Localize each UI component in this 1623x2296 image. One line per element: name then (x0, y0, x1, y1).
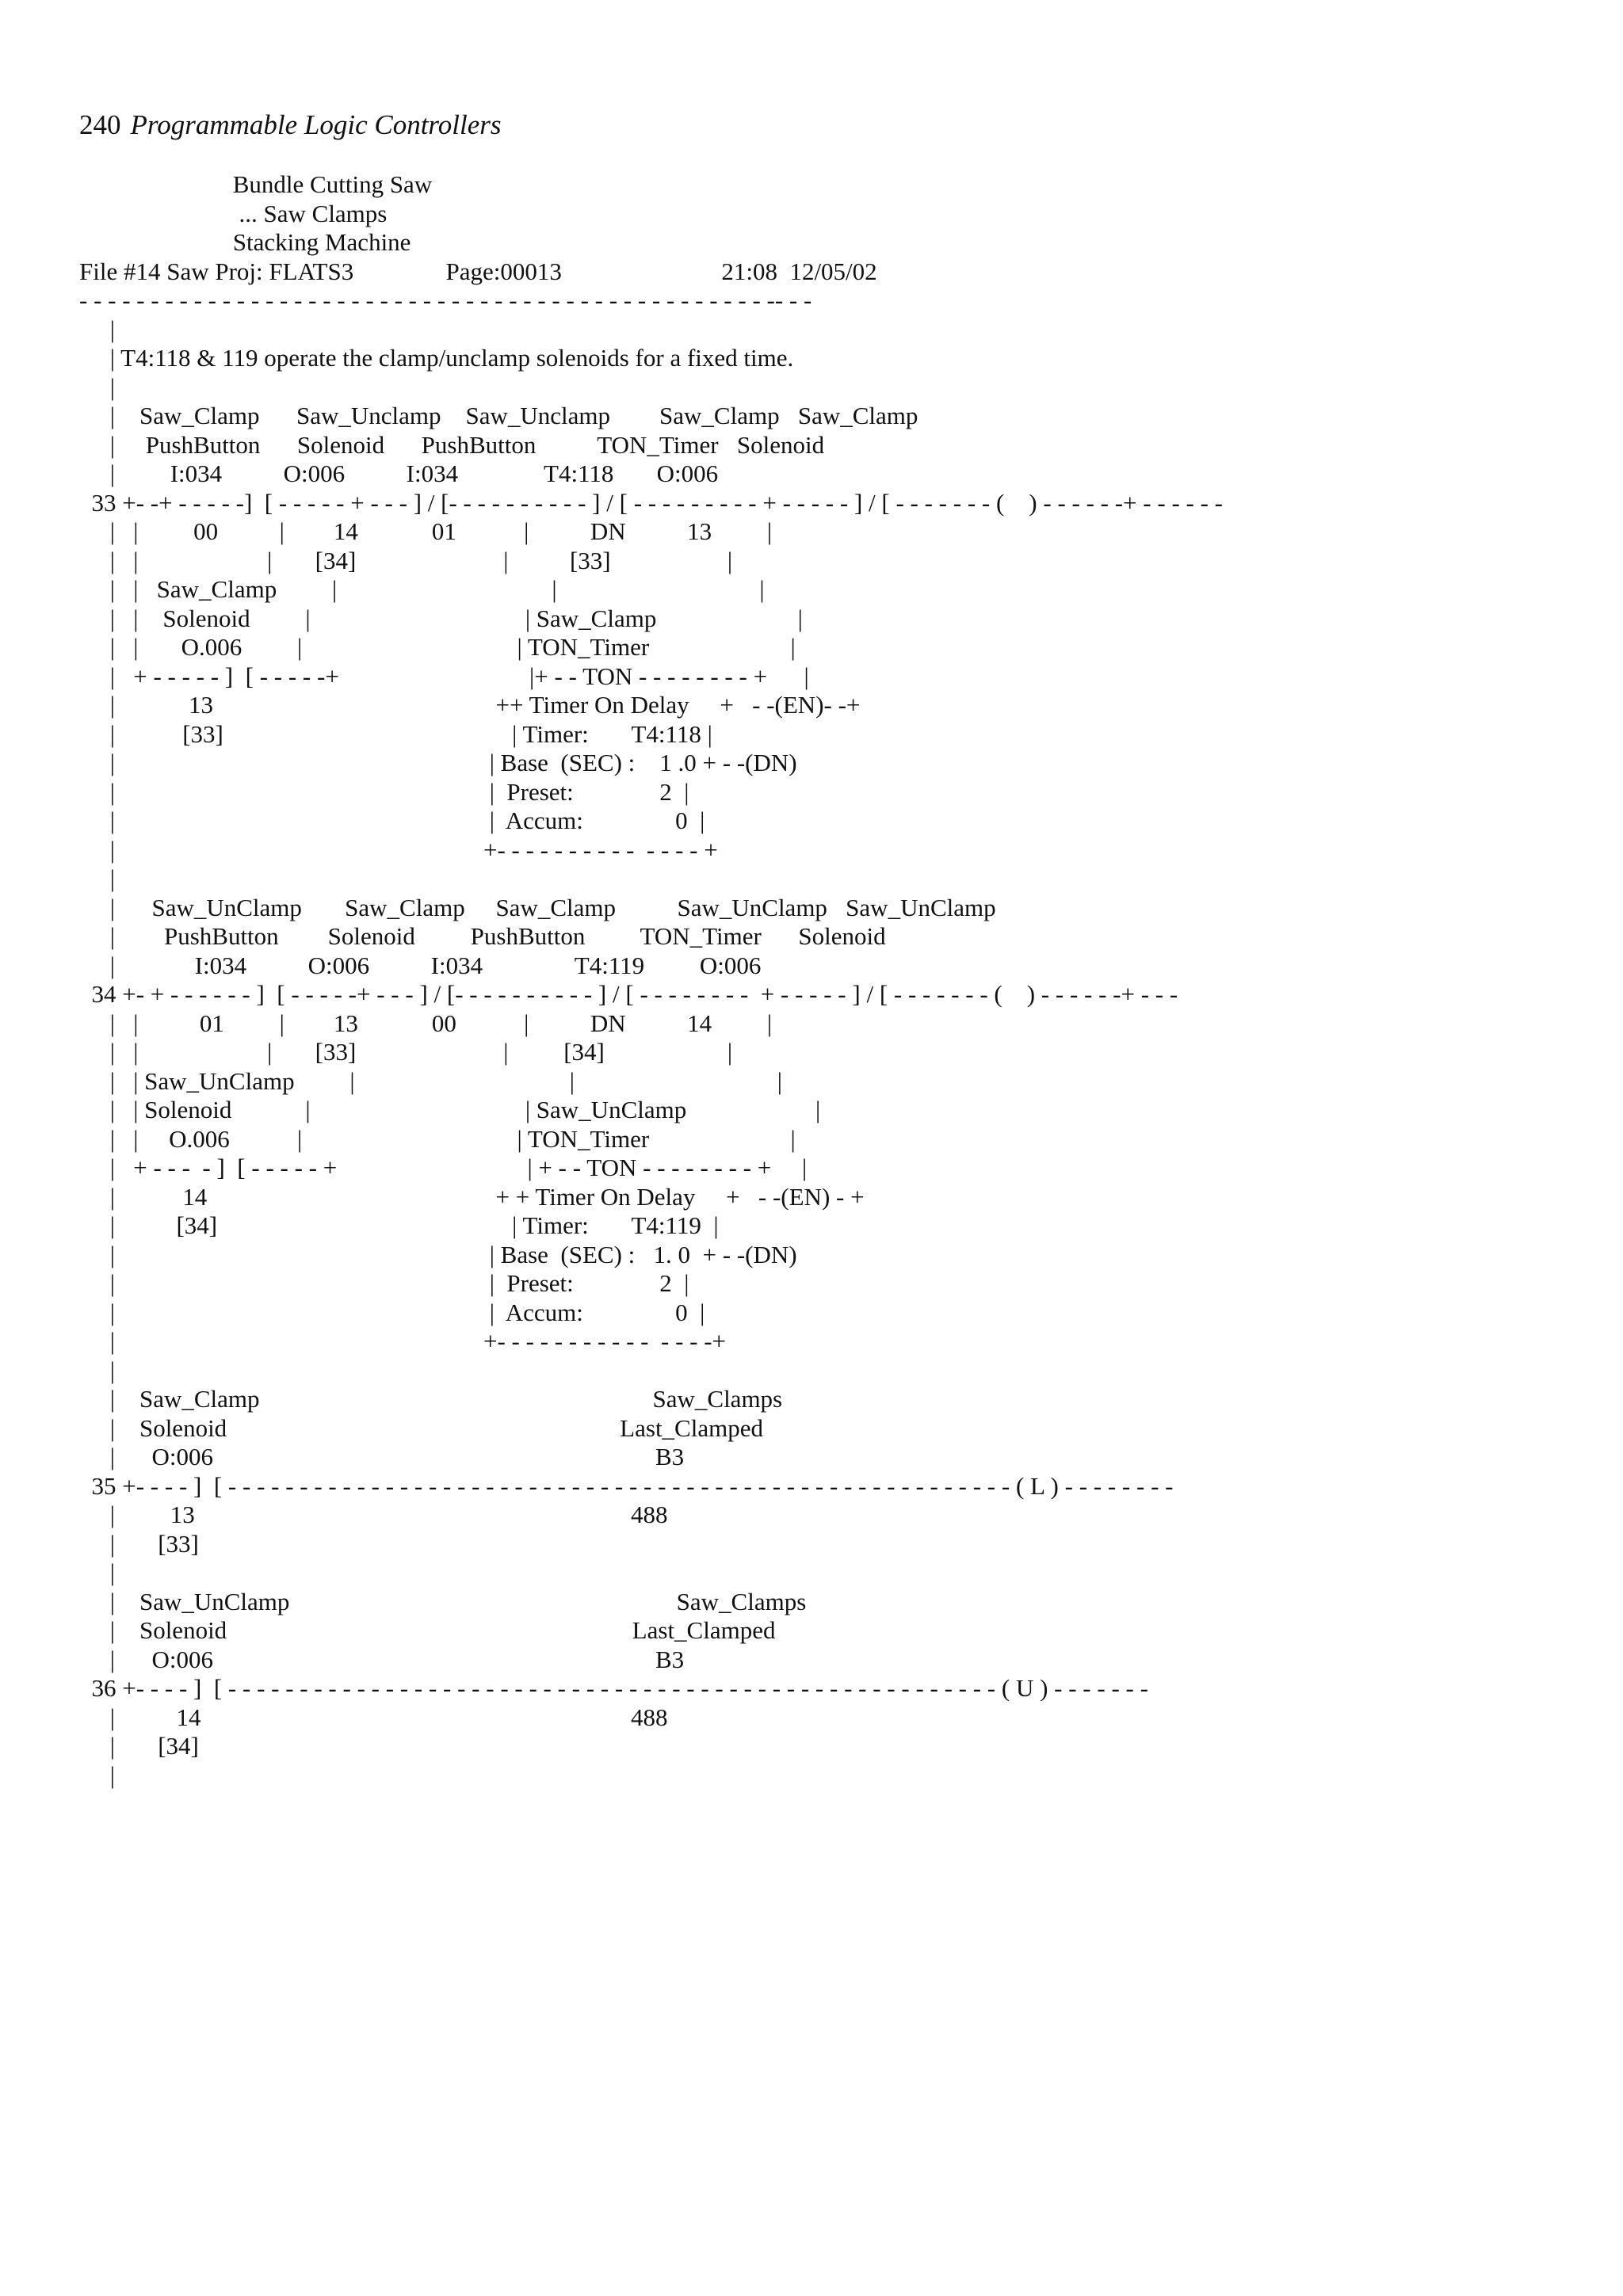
listing-line: | | Accum: 0 | (79, 807, 705, 834)
listing-line: | [34] | Timer: T4:119 | (79, 1211, 719, 1239)
listing-line: | [34] (79, 1732, 199, 1760)
page-header (79, 109, 501, 141)
listing-line: ... Saw Clamps (79, 199, 388, 227)
listing-line: | 13 488 (79, 1501, 668, 1528)
listing-line: | Solenoid Last_Clamped (79, 1616, 776, 1644)
listing-line: | O:006 B3 (79, 1443, 685, 1470)
listing-line: | | Saw_Clamp | | | (79, 575, 765, 603)
listing-line: | | Accum: 0 | (79, 1298, 705, 1326)
listing-line: | +- - - - - - - - - - - - - - + (79, 835, 718, 864)
listing-line: | Saw_UnClamp Saw_Clamps (79, 1587, 807, 1615)
listing-line: Stacking Machine (79, 228, 411, 256)
listing-line: | | 01 | 13 00 | DN 14 | (79, 1009, 773, 1037)
listing-line: Bundle Cutting Saw (79, 170, 433, 198)
listing-line: | 14 488 (79, 1703, 668, 1731)
listing-line: | | 00 | 14 01 | DN 13 | (79, 517, 773, 545)
listing-line: | | Solenoid | | Saw_UnClamp | (79, 1096, 821, 1123)
listing-line: | | Preset: 2 | (79, 777, 689, 806)
ladder-logic-listing (79, 170, 1223, 1790)
listing-line: | T4:118 & 119 operate the clamp/unclamp solenoids for a fixed time. (79, 344, 794, 372)
listing-line: | | Solenoid | | Saw_Clamp | (79, 604, 803, 632)
listing-line: | Solenoid Last_Clamped (79, 1413, 763, 1442)
listing-line: | 13 ++ Timer On Delay + - -(EN)- -+ (79, 691, 861, 719)
listing-line: | Saw_UnClamp Saw_Clamp Saw_Clamp Saw_UnClamp Saw_UnClamp (79, 893, 996, 921)
listing-line: 36 +- - - - ] [ - - - - - - - - - - - - - - - - - - - - - - - - - - - - - - - - - - - - - - - - - - - - - - - - - - - - - - ( U ) - - - - - - - (79, 1674, 1148, 1702)
listing-line: | [33] | Timer: T4:118 | (79, 719, 712, 748)
listing-line: | | Base (SEC) : 1 .0 + - -(DN) (79, 749, 797, 776)
listing-line: | (79, 1760, 115, 1789)
listing-line: | | O.006 | | TON_Timer | (79, 633, 796, 661)
listing-line: | (79, 315, 115, 343)
listing-line: | | | [33] | [34] | (79, 1038, 733, 1066)
listing-line: - - - - - - - - - - - - - - - - - - - - - - - - - - - - - - - - - - - - - - - - - - - - - - - - -- - - (79, 286, 812, 314)
listing-line: | PushButton Solenoid PushButton TON_Timer Solenoid (79, 430, 825, 459)
listing-line: | + - - - - - ] [ - - - - -+ |+ - - TON - - - - - - - - + | (79, 662, 809, 690)
page-number: 240 (79, 109, 121, 140)
listing-line: | (79, 1356, 115, 1384)
listing-line: | O:006 B3 (79, 1645, 685, 1673)
listing-line: | | Preset: 2 | (79, 1269, 689, 1297)
listing-line: | | O.006 | | TON_Timer | (79, 1124, 796, 1153)
listing-line: | 14 + + Timer On Delay + - -(EN) - + (79, 1182, 865, 1211)
listing-line: 34 +- + - - - - - - ] [ - - - - -+ - - - ] / [- - - - - - - - - - ] / [ - - - - - - - - + - - - - - ] / [ - - - - - - - ( ) - - - - - -+ - - - (79, 980, 1178, 1008)
listing-line: File #14 Saw Proj: FLATS3 Page:00013 21:08 12/05/02 (79, 257, 877, 285)
listing-line: | [33] (79, 1529, 199, 1558)
listing-line: 33 +- -+ - - - - -] [ - - - - - + - - - ] / [- - - - - - - - - - ] / [ - - - - - - - - - + - - - - - ] / [ - - - - - - - ( ) - - - - - -+ - - - - - - (79, 488, 1223, 517)
listing-line: | | | [34] | [33] | (79, 546, 733, 574)
listing-line: | | Base (SEC) : 1. 0 + - -(DN) (79, 1240, 797, 1268)
book-title: Programmable Logic Controllers (130, 109, 502, 140)
listing-line: | Saw_Clamp Saw_Clamps (79, 1385, 783, 1413)
listing-line: | (79, 864, 115, 892)
listing-line: | I:034 O:006 I:034 T4:118 O:006 (79, 460, 719, 487)
listing-line: | I:034 O:006 I:034 T4:119 O:006 (79, 951, 762, 979)
listing-line: | (79, 1558, 115, 1586)
listing-line: | | Saw_UnClamp | | | (79, 1066, 782, 1095)
listing-line: | +- - - - - - - - - - - - - - -+ (79, 1327, 727, 1355)
listing-line: | (79, 372, 115, 401)
listing-line: 35 +- - - - ] [ - - - - - - - - - - - - - - - - - - - - - - - - - - - - - - - - - - - - - - - - - - - - - - - - - - - - - - - ( L ) - - - - - - - - (79, 1471, 1174, 1500)
listing-line: | + - - - - ] [ - - - - - + | + - - TON - - - - - - - - + | (79, 1154, 808, 1181)
listing-line: | PushButton Solenoid PushButton TON_Timer Solenoid (79, 922, 886, 950)
listing-line: | Saw_Clamp Saw_Unclamp Saw_Unclamp Saw_Clamp Saw_Clamp (79, 402, 918, 429)
